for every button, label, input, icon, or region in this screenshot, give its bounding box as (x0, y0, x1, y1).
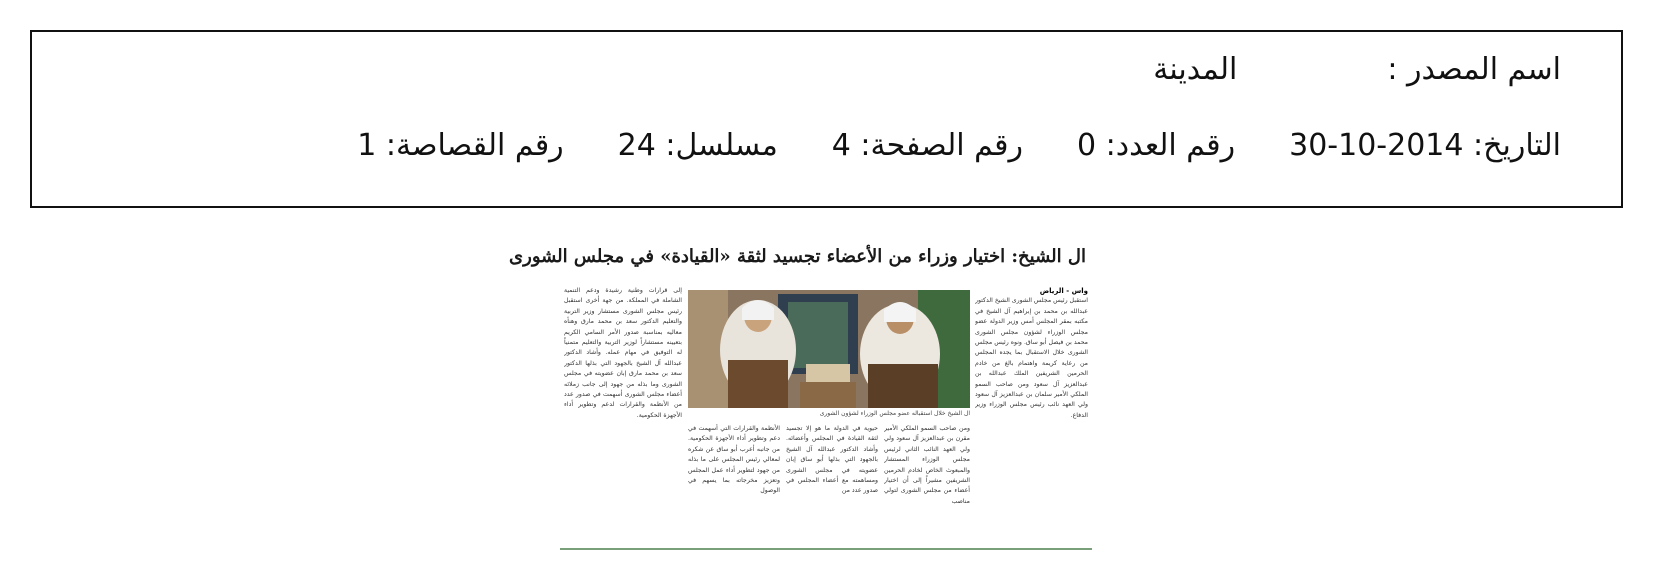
issue-label: رقم العدد: (1105, 128, 1236, 163)
article-column-mid2 (786, 424, 878, 546)
date-label: التاريخ: (1473, 128, 1561, 163)
source-line (1153, 52, 1561, 87)
newspaper-clipping (509, 238, 1092, 550)
clip-value: 1 (357, 128, 377, 163)
photo-caption: ال الشيخ خلال استقباله عضو مجلس الوزراء لشؤون الشورى (819, 410, 970, 417)
serial-value: 24 (617, 128, 656, 163)
article-column-mid1-text: ومن صاحب السمو الملكي الأمير مقرن بن عبدالعزيز آل سعود ولي ولي العهد النائب الثاني لرئيس مجلس الوزراء المستشار والمبعوث الخاص لخادم الحرمين الشريفين مشيراً إلى أن اختيار أعضاء من مجلس الشورى لتولي مناصب (884, 425, 970, 505)
metadata-box (30, 30, 1623, 208)
article-column-right (975, 286, 1088, 546)
date-value: 30-10-2014 (1289, 128, 1464, 163)
article-byline: واس - الرياض (1039, 287, 1088, 295)
article-column-mid3-text: الأنظمة والقرارات التي أسهمت في دعم وتطوير أداء الأجهزة الحكومية. من جانبه أعرب أبو ساق عن شكره لمعالي رئيس المجلس على ما بذله من جهود لتطوير أداء عمل المجلس وتعزيز مخرجاته بما يسهم في الوصول (688, 425, 780, 495)
article-headline: ال الشيخ: اختيار وزراء من الأعضاء تجسيد لثقة «القيادة» في مجلس الشورى (509, 246, 1086, 267)
serial-label: مسلسل: (665, 128, 778, 163)
article-column-mid2-text: حيوية في الدولة ما هو إلا تجسيد لثقة القيادة في المجلس وأعضائه. وأشاد الدكتور عبدالله آل الشيخ بالجهود التي بذلها أبو ساق إبان عضويته في مجلس الشورى ومساهمته مع أعضاء المجلس في صدور عدد من (786, 425, 878, 495)
page-value: 4 (831, 128, 851, 163)
details-line (357, 128, 1561, 163)
article-column-left-text: إلى قرارات وطنية رشيدة ودعم التنمية الشاملة في المملكة. من جهة أخرى استقبل رئيس مجلس الشورى مستشار وزير التربية والتعليم الدكتور سعد بن محمد مارق وهنأه معاليه بمناسبة صدور الأمر السامي الكريم بتعيينه مستشاراً لوزير التربية والتعليم متمنياً له التوفيق في مهام عمله. وأشاد الدكتور عبدالله آل الشيخ بالجهود التي بذلها الدكتور سعد بن محمد مارق إبان عضويته في مجلس الشورى وما بذله من جهود إلى جانب زملائه أعضاء مجلس الشورى أسهمت في صدور عدد من الأنظمة والقرارات لدعم وتطوير أداء الأجهزة الحكومية. (564, 287, 682, 419)
photo-illustration (688, 290, 970, 408)
article-column-mid3 (688, 424, 780, 546)
clip-label: رقم القصاصة: (385, 128, 564, 163)
article-photo (688, 290, 970, 408)
clipping-bottom-rule (560, 548, 1092, 550)
source-value: المدينة (1153, 52, 1238, 87)
source-label: اسم المصدر : (1387, 52, 1561, 87)
article-column-left (564, 286, 682, 546)
issue-value: 0 (1076, 128, 1097, 163)
article-column-right-text: استقبل رئيس مجلس الشورى الشيخ الدكتور عبدالله بن محمد بن إبراهيم آل الشيخ في مكتبه بمقر المجلس أمس وزير الدولة عضو مجلس الوزراء لشؤون مجلس الشورى محمد بن فيصل أبو ساق. ونوه رئيس مجلس الشورى خلال الاستقبال بما يجده المجلس من رعاية كريمة واهتمام بالغ من خادم الحرمين الشريفين الملك عبدالله بن عبدالعزيز آل سعود ومن صاحب السمو الملكي الأمير سلمان بن عبدالعزيز آل سعود ولي العهد نائب رئيس مجلس الوزراء وزير الدفاع. (975, 297, 1088, 419)
page-label: رقم الصفحة: (860, 128, 1023, 163)
article-column-mid1 (884, 424, 970, 546)
